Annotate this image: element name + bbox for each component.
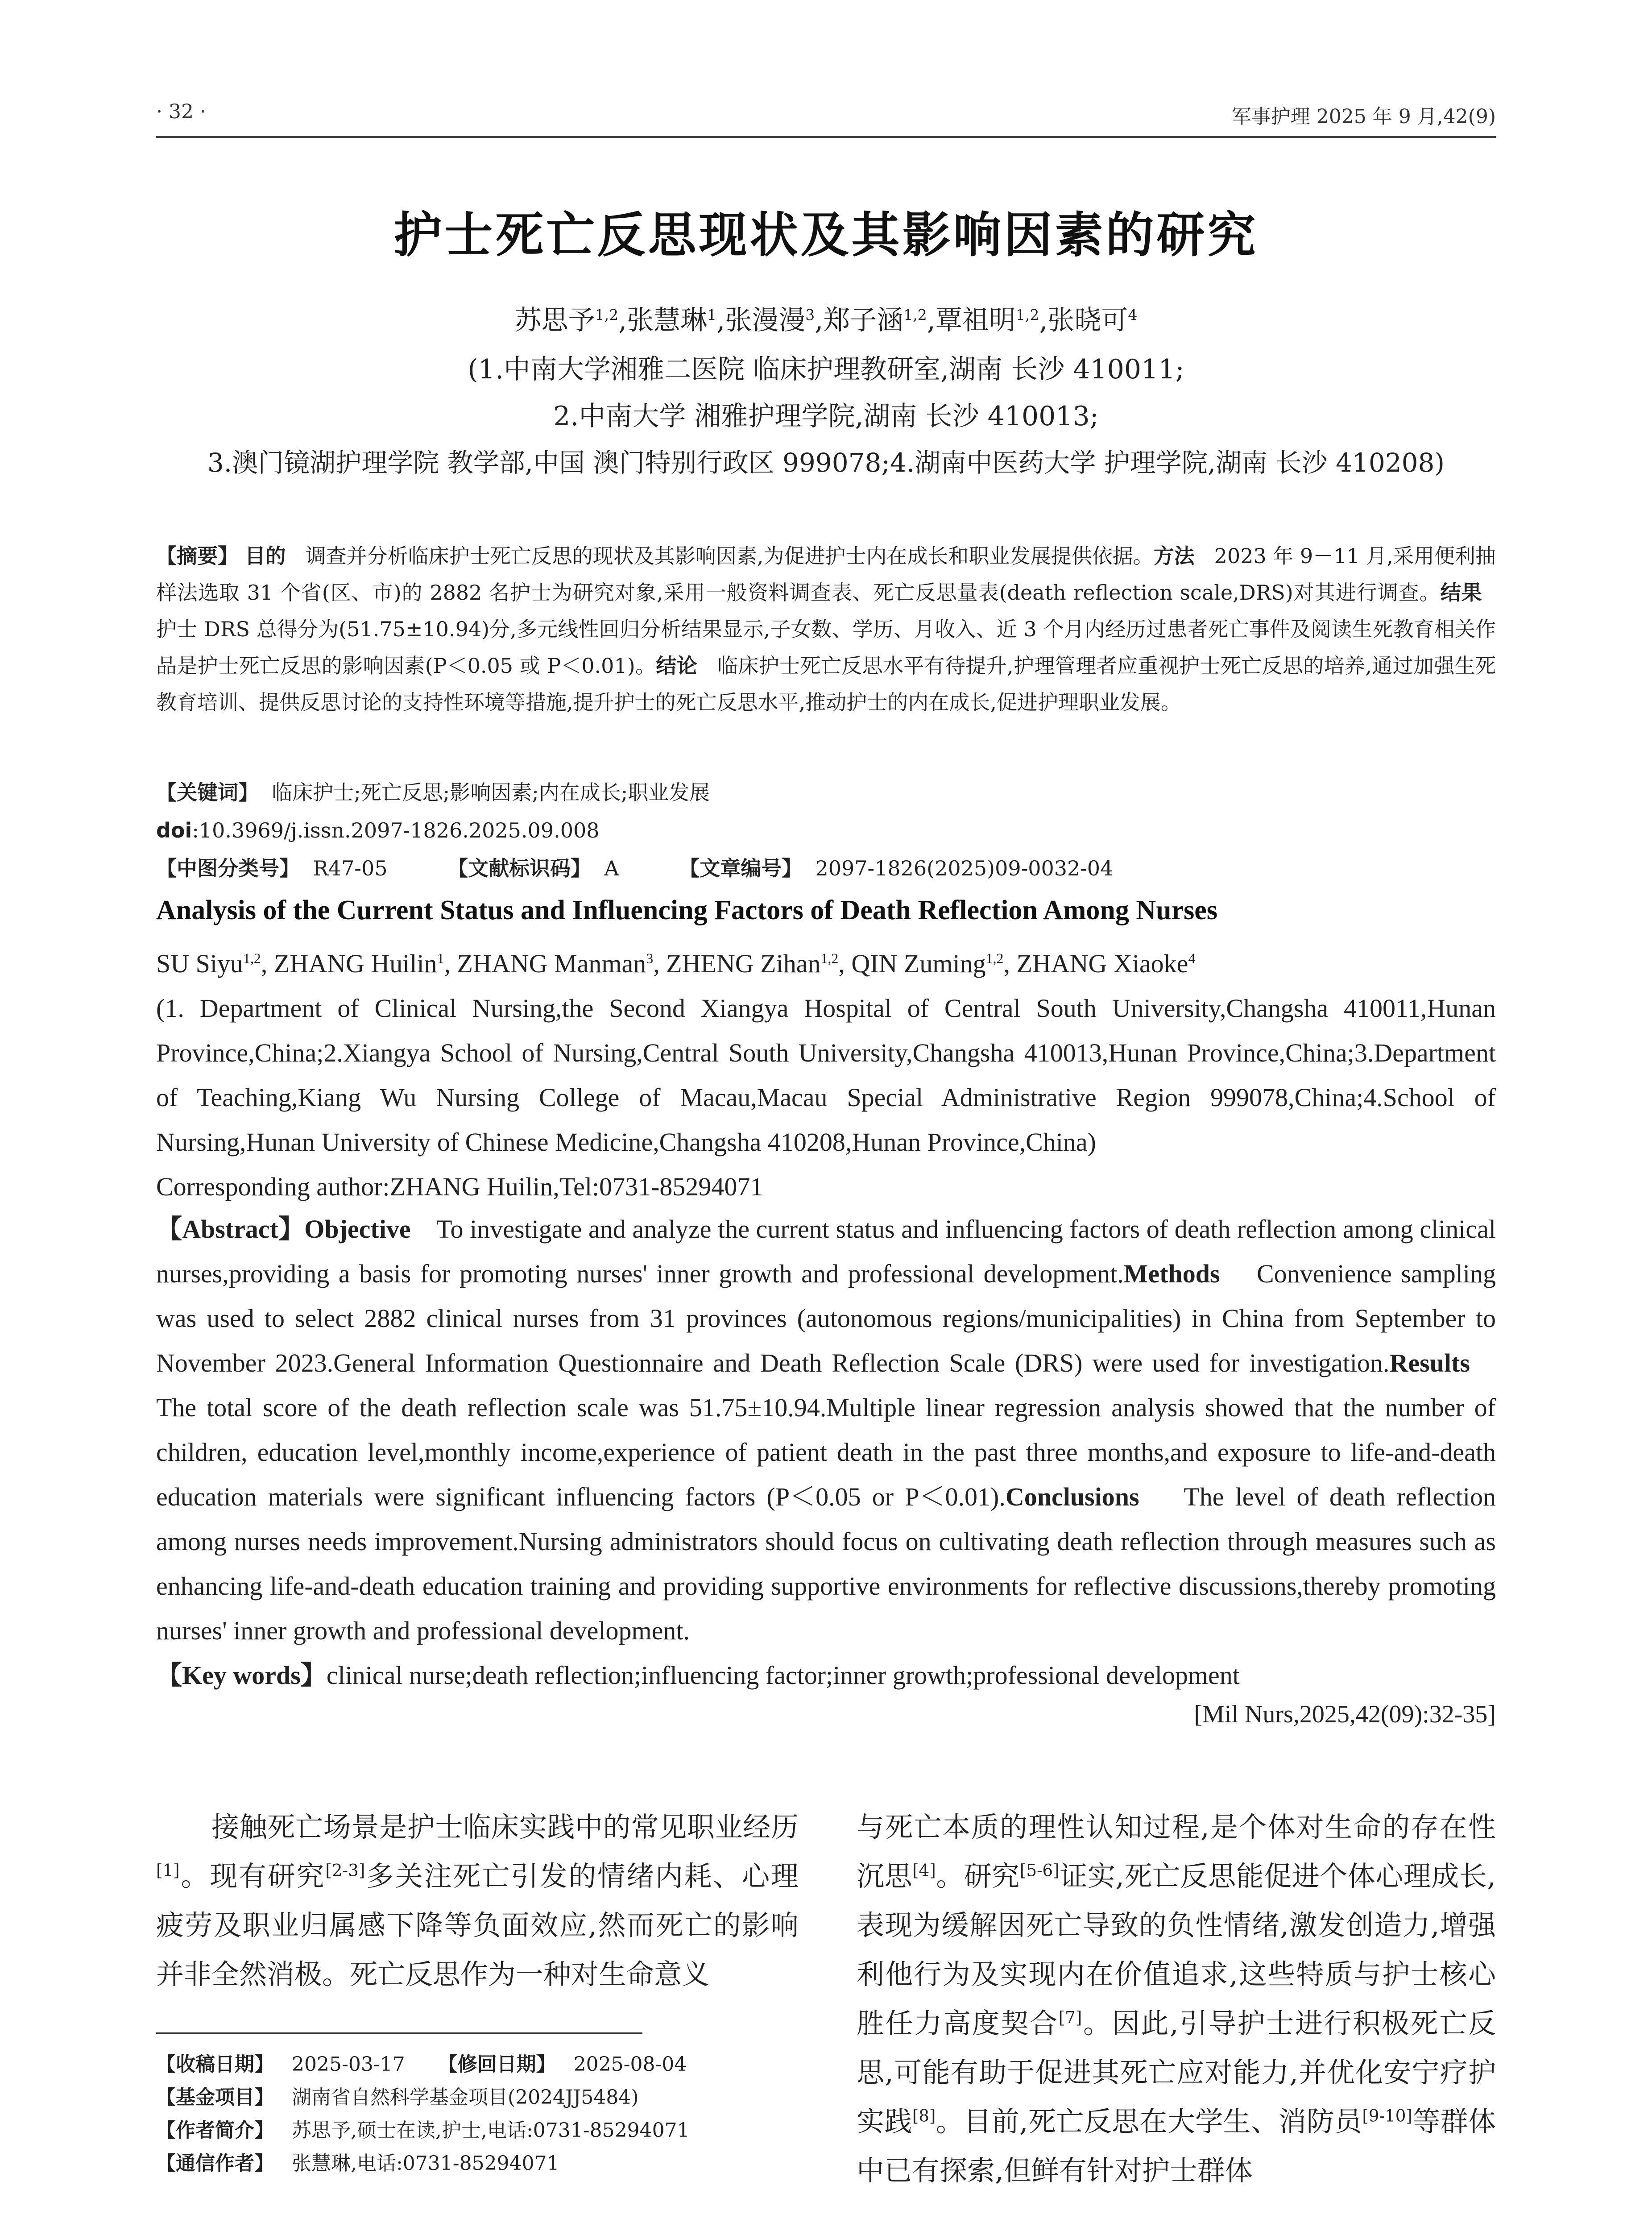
author-name-en: ZHANG Xiaoke <box>1016 949 1188 978</box>
body-text: 接触死亡场景是护士临床实践中的常见职业经历 <box>211 1811 799 1843</box>
reference-link[interactable]: [2-3] <box>325 1860 365 1880</box>
affiliations-en: (1. Department of Clinical Nursing,the Second Xiangya Hospital of Central South University,Changsha 410011,Hunan Province,China;2.Xiangya School of Nursing,Central South University,Changsha 410013,Hunan Province,China;3.Department of Teaching,Kiang Wu Nursing College of Macau,Macau Special Administrative Region 999078,China;4.School of Nursing,Hunan University of Chinese Medicine,Changsha 410208,Hunan Province,China) <box>156 994 1496 1157</box>
clc-value: R47-05 <box>313 856 388 880</box>
methods-text: 2023 年 9－11 月,采用便利抽样法选取 31 个省(区、市)的 2882 名护士为研究对象,采用一般资料调查表、死亡反思量表(death reflection scale,DRS)对其进行调查。 <box>156 544 1496 605</box>
results-en-text: The total score of the death reflection scale was 51.75±10.94.Multiple linear regression analysis showed that the number of children, education level,monthly income,experience of patient death in the past three months,and exposure to life-and-death education materials were significant influencing factors (P＜0.05 or P＜0.01). <box>156 1393 1496 1511</box>
doi-value[interactable]: :10.3969/j.issn.2097-1826.2025.09.008 <box>192 818 600 842</box>
author-name-en: ZHANG Huilin <box>273 949 437 978</box>
author-name-en: SU Siyu <box>156 949 244 978</box>
conclusion-text: 临床护士死亡反思水平有待提升,护理管理者应重视护士死亡反思的培养,通过加强生死教育培训、提供反思讨论的支持性环境等措施,提升护士的死亡反思水平,推动护士的内在成长,促进护理职业发展。 <box>156 654 1496 714</box>
article-no-label: 【文章编号】 <box>679 856 803 880</box>
authors-en: SU Siyu$^{1,2}$, ZHANG Huilin$^1$, ZHANG Manman$^3$, ZHENG Zihan$^{1,2}$, QIN Zuming$^{1,2}$, ZHANG Xiaoke$^4$ <box>156 949 1196 978</box>
classification-line <box>156 850 1496 887</box>
abstract-cn <box>156 538 1496 721</box>
keywords-cn <box>156 774 1496 811</box>
author-aff-en: 1,2 <box>820 950 839 966</box>
body-column-left <box>156 1803 799 1999</box>
journal-running-head: 军事护理 2025 年 9 月,42(9) <box>1231 105 1496 128</box>
author-bio-label: 【作者简介】 <box>156 2119 274 2142</box>
author-aff-en: 1,2 <box>985 950 1004 966</box>
footnote-fund <box>156 2081 799 2114</box>
author-aff: 1,2 <box>903 306 927 323</box>
corresponding-text: 张慧琳,电话:0731-85294071 <box>292 2152 559 2175</box>
article-no-value: 2097-1826(2025)09-0032-04 <box>815 856 1114 880</box>
keywords-en-text: clinical nurse;death reflection;influencing factor;inner growth;professional development <box>326 1661 1240 1690</box>
body-text: 等群体中已有探索,但鲜有针对护士群体 <box>857 2105 1496 2187</box>
body-text: 与死亡本质的理性认知过程,是个体对生命的存在性沉思 <box>857 1811 1496 1892</box>
clc-label: 【中图分类号】 <box>156 856 300 880</box>
corresponding-author-en: Corresponding author:ZHANG Huilin,Tel:0731-85294071 <box>156 1172 763 1201</box>
results-text: 护士 DRS 总得分为(51.75±10.94)分,多元线性回归分析结果显示,子女数、学历、月收入、近 3 个月内经历过患者死亡事件及阅读生死教育相关作品是护士死亡反思的影响因素(P＜0.05 或 P＜0.01)。 <box>156 617 1496 678</box>
conclusion-label: 结论 <box>656 654 698 678</box>
footnote-dates <box>156 2048 799 2081</box>
footnote-author <box>156 2114 799 2147</box>
footnote-corresponding <box>156 2147 799 2180</box>
fund-text: 湖南省自然科学基金项目(2024JJ5484) <box>292 2086 639 2109</box>
body-text: 。现有研究 <box>179 1860 326 1892</box>
author-aff-en: 1,2 <box>243 950 261 966</box>
conclusions-en-label: Conclusions <box>1005 1482 1139 1511</box>
citation: [Mil Nurs,2025,42(09):32-35] <box>1194 1700 1496 1728</box>
author-aff: 1 <box>707 306 717 323</box>
methods-en-text: Convenience sampling was used to select 2882 clinical nurses from 31 provinces (autonomous regions/municipalities) in China from September to November 2023.General Information Questionnaire and Death Reflection Scale (DRS) were used for investigation. <box>156 1259 1496 1377</box>
authors-cn: 苏思予$^{1,2}$,张慧琳$^1$,张漫漫$^3$,郑子涵$^{1,2}$,覃祖明$^{1,2}$,张晓可$^4$ <box>514 305 1138 336</box>
body-text: 多关注死亡引发的情绪内耗、心理疲劳及职业归属感下降等负面效应,然而死亡的影响并非全然消极。死亡反思作为一种对生命意义 <box>156 1860 799 1990</box>
keywords-en <box>156 1653 1496 1698</box>
keywords-text: 临床护士;死亡反思;影响因素;内在成长;职业发展 <box>272 780 710 804</box>
doi-line <box>156 812 1496 849</box>
keywords-en-label: 【Key words】 <box>156 1661 327 1690</box>
article-title-en: Analysis of the Current Status and Influencing Factors of Death Reflection Among Nurses <box>156 895 1217 925</box>
article-title: 护士死亡反思现状及其影响因素的研究 <box>393 207 1259 263</box>
body-column-right <box>857 1803 1496 2195</box>
objective-text: 调查并分析临床护士死亡反思的现状及其影响因素,为促进护士内在成长和职业发展提供依据。 <box>305 544 1154 568</box>
methods-label: 方法 <box>1153 544 1195 568</box>
author-name: 张慧琳 <box>627 305 708 336</box>
results-label: 结果 <box>1440 581 1482 605</box>
keywords-label: 【关键词】 <box>156 780 259 804</box>
abstract-en <box>156 1207 1496 1653</box>
author-aff-en: 4 <box>1188 950 1196 966</box>
header-rule <box>156 136 1496 138</box>
fund-label: 【基金项目】 <box>156 2086 274 2109</box>
doc-code-label: 【文献标识码】 <box>447 856 592 880</box>
body-text: 。目前,死亡反思在大学生、消防员 <box>936 2105 1362 2138</box>
revised-date: 2025-08-04 <box>573 2053 687 2076</box>
author-name: 张晓可 <box>1048 305 1128 336</box>
author-aff: 4 <box>1128 306 1138 323</box>
author-aff-en: 3 <box>646 950 654 966</box>
corresponding-label: 【通信作者】 <box>156 2152 274 2175</box>
reference-link[interactable]: [4] <box>912 1860 936 1880</box>
reference-link[interactable]: [1] <box>156 1860 180 1880</box>
footnote-rule <box>156 2032 642 2034</box>
page-number: · 32 · <box>156 100 206 123</box>
author-aff: 3 <box>805 306 815 323</box>
reference-link[interactable]: [9-10] <box>1362 2106 1412 2126</box>
received-date: 2025-03-17 <box>292 2053 405 2076</box>
reference-link[interactable]: [5-6] <box>1019 1860 1060 1880</box>
author-bio-text: 苏思予,硕士在读,护士,电话:0731-85294071 <box>292 2119 690 2142</box>
reference-link[interactable]: [8] <box>912 2106 936 2126</box>
author-name: 苏思予 <box>514 305 595 336</box>
body-text: 证实,死亡反思能促进个体心理成长,表现为缓解因死亡导致的负性情绪,激发创造力,增强利他行为及实现内在价值追求,这些特质与护士核心胜任力高度契合 <box>857 1860 1496 2040</box>
received-label: 【收稿日期】 <box>156 2053 274 2076</box>
methods-en-label: Methods <box>1123 1259 1220 1288</box>
abstract-en-label: 【Abstract】 <box>156 1215 305 1244</box>
doc-code-value: A <box>604 856 619 880</box>
body-text: 。研究 <box>936 1860 1020 1892</box>
affiliation-cn-line: (1.中南大学湘雅二医院 临床护理教研室,湖南 长沙 410011; <box>468 354 1184 385</box>
abstract-label: 【摘要】 <box>156 544 239 568</box>
author-aff-en: 1 <box>437 950 444 966</box>
affiliation-cn-line: 3.澳门镜湖护理学院 教学部,中国 澳门特别行政区 999078;4.湖南中医药大学 护理学院,湖南 长沙 410208) <box>207 448 1445 478</box>
author-name-en: QIN Zuming <box>851 949 986 978</box>
author-name: 覃祖明 <box>935 305 1016 336</box>
reference-link[interactable]: [7] <box>1058 2007 1082 2028</box>
objective-en-text: To investigate and analyze the current status and influencing factors of death reflection among clinical nurses,providing a basis for promoting nurses' inner growth and professional development. <box>156 1215 1496 1288</box>
footnotes <box>156 2048 799 2180</box>
results-en-label: Results <box>1389 1348 1470 1377</box>
author-name: 郑子涵 <box>823 305 904 336</box>
objective-en-label: Objective <box>304 1215 411 1244</box>
author-name-en: ZHANG Manman <box>457 949 646 978</box>
author-aff: 1,2 <box>595 306 619 323</box>
body-text: 。因此,引导护士进行积极死亡反思,可能有助于促进其死亡应对能力,并优化安宁疗护实践 <box>857 2007 1496 2138</box>
objective-label: 目的 <box>244 544 286 568</box>
author-aff: 1,2 <box>1015 306 1039 323</box>
doi-label: doi <box>156 818 192 842</box>
affiliation-cn-line: 2.中南大学 湘雅护理学院,湖南 长沙 410013; <box>553 401 1099 432</box>
author-name-en: ZHENG Zihan <box>666 949 821 978</box>
revised-label: 【修回日期】 <box>438 2053 556 2076</box>
conclusions-en-text: The level of death reflection among nurses needs improvement.Nursing administrators should focus on cultivating death reflection through measures such as enhancing life-and-death education training and providing supportive environments for reflective discussions,thereby promoting nurses' inner growth and professional development. <box>156 1482 1496 1645</box>
author-name: 张漫漫 <box>725 305 806 336</box>
